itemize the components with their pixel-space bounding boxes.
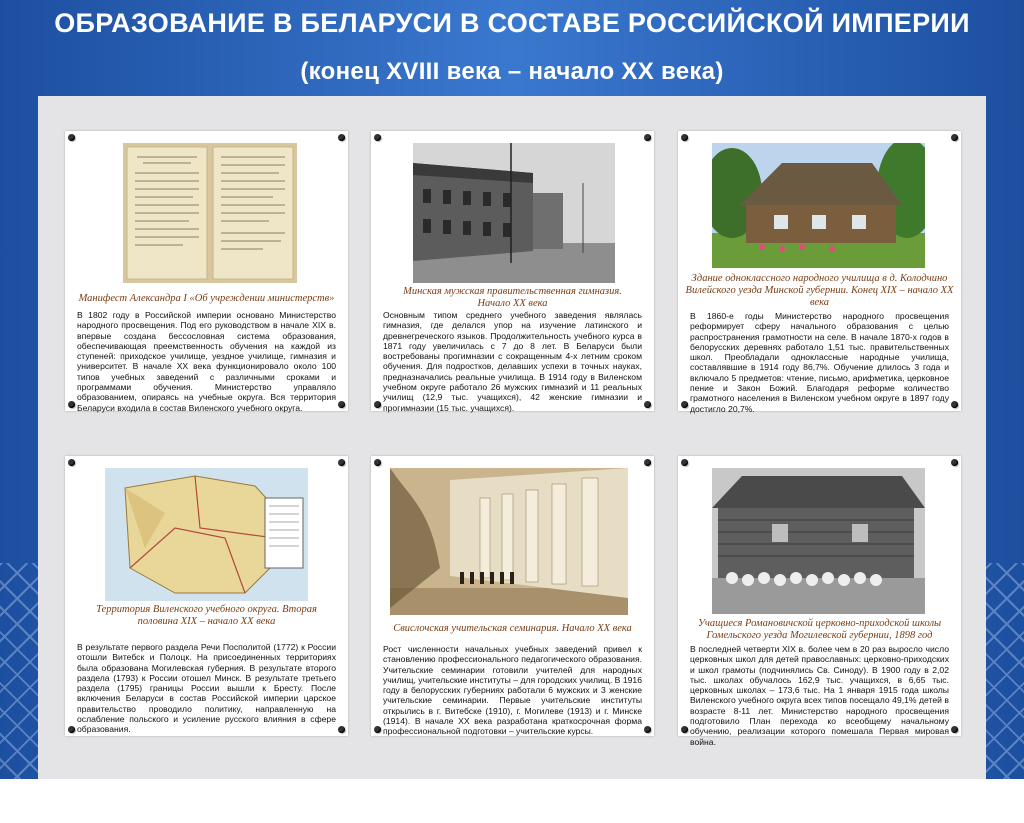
parish-school-photo: [712, 468, 925, 614]
pin: [644, 134, 651, 141]
pin: [68, 459, 75, 466]
page-title: ОБРАЗОВАНИЕ В БЕЛАРУСИ В СОСТАВЕ РОССИЙСКОЙ ИМПЕРИИ: [54, 8, 970, 38]
pin: [951, 134, 958, 141]
pin: [338, 459, 345, 466]
pin: [338, 726, 345, 733]
card-text: В 1860-е годы Министерство народного просвещения реформирует сферу начального образования с целью распространения грамотности на селе. В начале 1870-х годов в белорусских деревнях работало 1,51 тыс. правительственных школ. Преобладали одноклассные народные училища, составлявшие в 1914 году 86,7%. Обучение длилось 3 года и включало 5 предметов: чтение, письмо, арифметика, церковное пение и Закон Божий. Благодаря реформе количество грамотного населения в Виленском учебном округе в 1897 году достигло 20,7%.: [690, 311, 949, 414]
pin: [338, 401, 345, 408]
pin: [338, 134, 345, 141]
pin: [681, 134, 688, 141]
pin: [374, 726, 381, 733]
pin: [951, 459, 958, 466]
card-parish-school: [678, 456, 961, 747]
card-caption: Территория Виленского учебного округа. Вторая половина XIX – начало XX века: [96, 604, 317, 627]
card-village-school: [678, 131, 961, 414]
pin: [68, 726, 75, 733]
card-caption: Учащиеся Романовичской церковно-приходской школы Гомельского уезда Могилевской губернии, 1898 год: [697, 618, 942, 641]
card-gymnasium: [371, 131, 654, 411]
pin: [681, 401, 688, 408]
card-text: В результате первого раздела Речи Посполитой (1772) к России отошли Витебск и Полоцк. На присоединенных территориях была образована Могилевская губерния. В результате второго раздела (1793) к России отошел Минск. В результате третьего раздела (1795) границы России вышли к Бресту. После включения Беларуси в состав Российской империи царское правительство проводило политику, направленную на ослабление польского и усиление русского влияния в сфере образования.: [77, 642, 336, 735]
district-map: [105, 468, 308, 601]
pin: [68, 134, 75, 141]
card-caption: Свислочская учительская семинария. Начало XX века: [393, 623, 632, 634]
pin: [374, 134, 381, 141]
page-subtitle: (конец XVIII века – начало XX века): [300, 58, 724, 85]
pin: [374, 401, 381, 408]
pin: [681, 459, 688, 466]
card-caption: Манифест Александра I «Об учреждении министерств»: [78, 293, 335, 304]
pin: [681, 726, 688, 733]
card-manifest: [65, 131, 348, 411]
pin: [951, 726, 958, 733]
village-school-photo: [712, 143, 925, 268]
card-text: В последней четверти XIX в. более чем в 20 раз выросло число церковных школ для детей православных: церковно-приходских и школ грамоты (подчинялись Св. Синоду). В 1900 году в 2,02 тыс. школах обучалось 162,9 тыс. учащихся, в 6,65 тыс. церковных школах – 173,6 тыс. На 1 января 1915 года школы Виленского учебного округа всех типов посещало 49,1% детей в возрасте 8-11 лет. Министерство народного просвещения подготовило План перехода ко всеобщему начальному обучению, реализации которого помешала Первая мировая война.: [690, 644, 949, 747]
card-seminary: [371, 456, 654, 736]
seminary-photo: [390, 468, 628, 615]
pin: [644, 459, 651, 466]
card-territory: [65, 456, 348, 736]
card-text: В 1802 году в Российской империи основано Министерство народного просвещения. Под его руководством в начале XIX в. впервые создана бессословная система образования, обеспечивающая преемственность обучения на каждой из ступеней: приходское училище, уездное училище, гимназия и университет. В начале XX века функционировало около 100 типов учебных заведений с различными сроками и программами обучения. Министерство управляло образованием, опираясь на учебные округа. Вся территория Беларуси входила в состав Виленского учебного округа.: [77, 310, 336, 413]
pin: [644, 401, 651, 408]
bottom-strip: [0, 779, 1024, 823]
manifest-image: [123, 143, 297, 283]
card-text: Основным типом среднего учебного заведения являлась гимназия, где делался упор на изучение латинского и древнегреческого языков. Продолжительность учебного курса в 1871 году увеличилась с 7 до 8 лет. В Беларуси были востребованы прогимназии с сокращенным 4-х летним сроком обучения. Для подростков, делавших успехи в точных науках, предназначались реальные училища. В 1914 году в Виленском учебном округе работало 26 мужских гимназий и 11 реальных училищ (12,9 тыс. учащихся), 42 женские гимназии и прогимназии (15 тыс. учащихся).: [383, 310, 642, 413]
card-text: Рост численности начальных учебных заведений привел к становлению профессионального педагогического образования. Учительские семинарии готовили учителей для народных училищ, учительские институты – для городских училищ. В 1916 году в белорусских губерниях работали 6 мужских и 3 женские учительские семинарии. Первые учительские институты открылись в г. Витебске (1910), г. Могилеве (1913) и г. Минске (1914). В начале XX века разработана краткосрочная форма профессиональной подготовки – учительские курсы.: [383, 644, 642, 737]
gymnasium-photo: [413, 143, 615, 283]
pin: [68, 401, 75, 408]
pin: [951, 401, 958, 408]
card-caption: Здание одноклассного народного училища в д. Колодчино Вилейского уезда Минской губернии. Конец XIX – начало XX века: [685, 273, 954, 308]
pin: [374, 459, 381, 466]
card-caption: Минская мужская правительственная гимназия. Начало XX века: [403, 286, 622, 309]
pin: [644, 726, 651, 733]
